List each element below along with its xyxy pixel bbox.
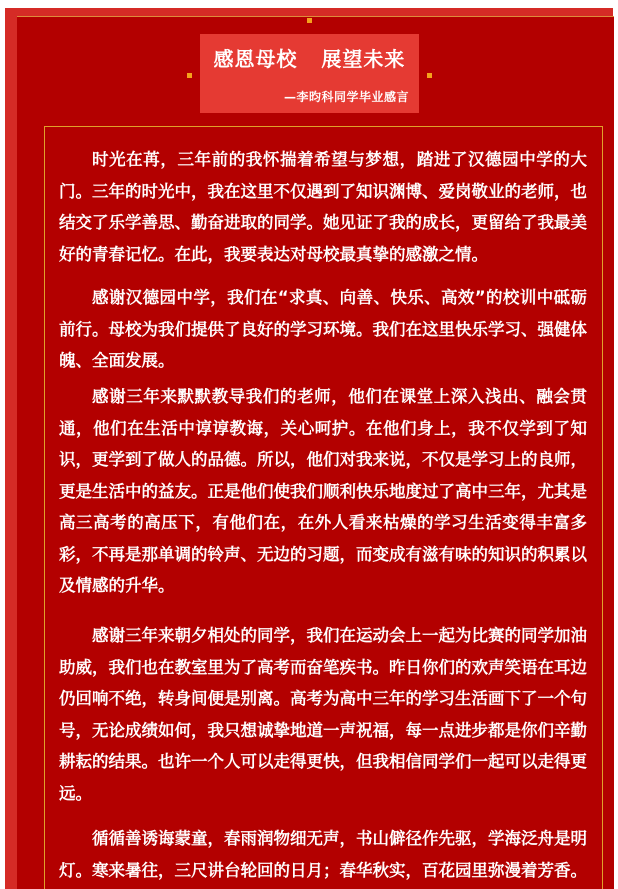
paragraph-3: 感谢三年来默默教导我们的老师，他们在课堂上深入浅出、融会贯通，他们在生活中谆谆教诲，关心呵护。在他们身上，我不仅学到了知识，更学到了做人的品德。所以，他们对我来说，不仅是学习上的良师，更是生活中的益友。正是他们使我们顺利快乐地度过了高中三年，尤其是高三高考的高压下，有他们在，在外人看来枯燥的学习生活变得丰富多彩，不再是那单调的铃声、无边的习题，而变成有滋有味的知识的积累以及情感的升华。 [59, 387, 587, 595]
paragraph-1: 时光在苒，三年前的我怀揣着希望与梦想，踏进了汉德园中学的大门。三年的时光中，我在这里不仅遇到了知识渊博、爱岗敬业的老师，也结交了乐学善思、勤奋进取的同学。她见证了我的成长，更留给了我最美好的青春记忆。在此，我要表达对母校最真挚的感激之情。 [59, 150, 587, 264]
decor-dot-top [307, 18, 312, 23]
page-title: 感恩母校 展望未来 [213, 47, 406, 71]
paragraph-5: 循循善诱诲蒙童，春雨润物细无声，书山僻径作先驱，学海泛舟是明灯。寒来暑往，三尺讲台轮回的日月；春华秋实，百花园里弥漫着芳香。 [59, 829, 587, 880]
title-box [200, 34, 419, 113]
paragraph-2: 感谢汉德园中学，我们在“求真、向善、快乐、高效”的校训中砥砺前行。母校为我们提供了良好的学习环境。我们在这里快乐学习、强健体魄、全面发展。 [59, 288, 587, 370]
page-subtitle: —李昀科同学毕业感言 [283, 90, 409, 104]
decor-dot-left [187, 73, 192, 78]
top-divider [17, 16, 614, 17]
paragraph-4: 感谢三年来朝夕相处的同学，我们在运动会上一起为比赛的同学加油助威，我们也在教室里为了高考而奋笔疾书。昨日你们的欢声笑语在耳边仍回响不绝，转身间便是别离。高考为高中三年的学习生活画下了一个句号，无论成绩如何，我只想诚挚地道一声祝福，每一点进步都是你们辛勤耕耘的结果。也许一个人可以走得更快，但我相信同学们一起可以走得更远。 [59, 626, 587, 803]
decor-dot-right [427, 73, 432, 78]
